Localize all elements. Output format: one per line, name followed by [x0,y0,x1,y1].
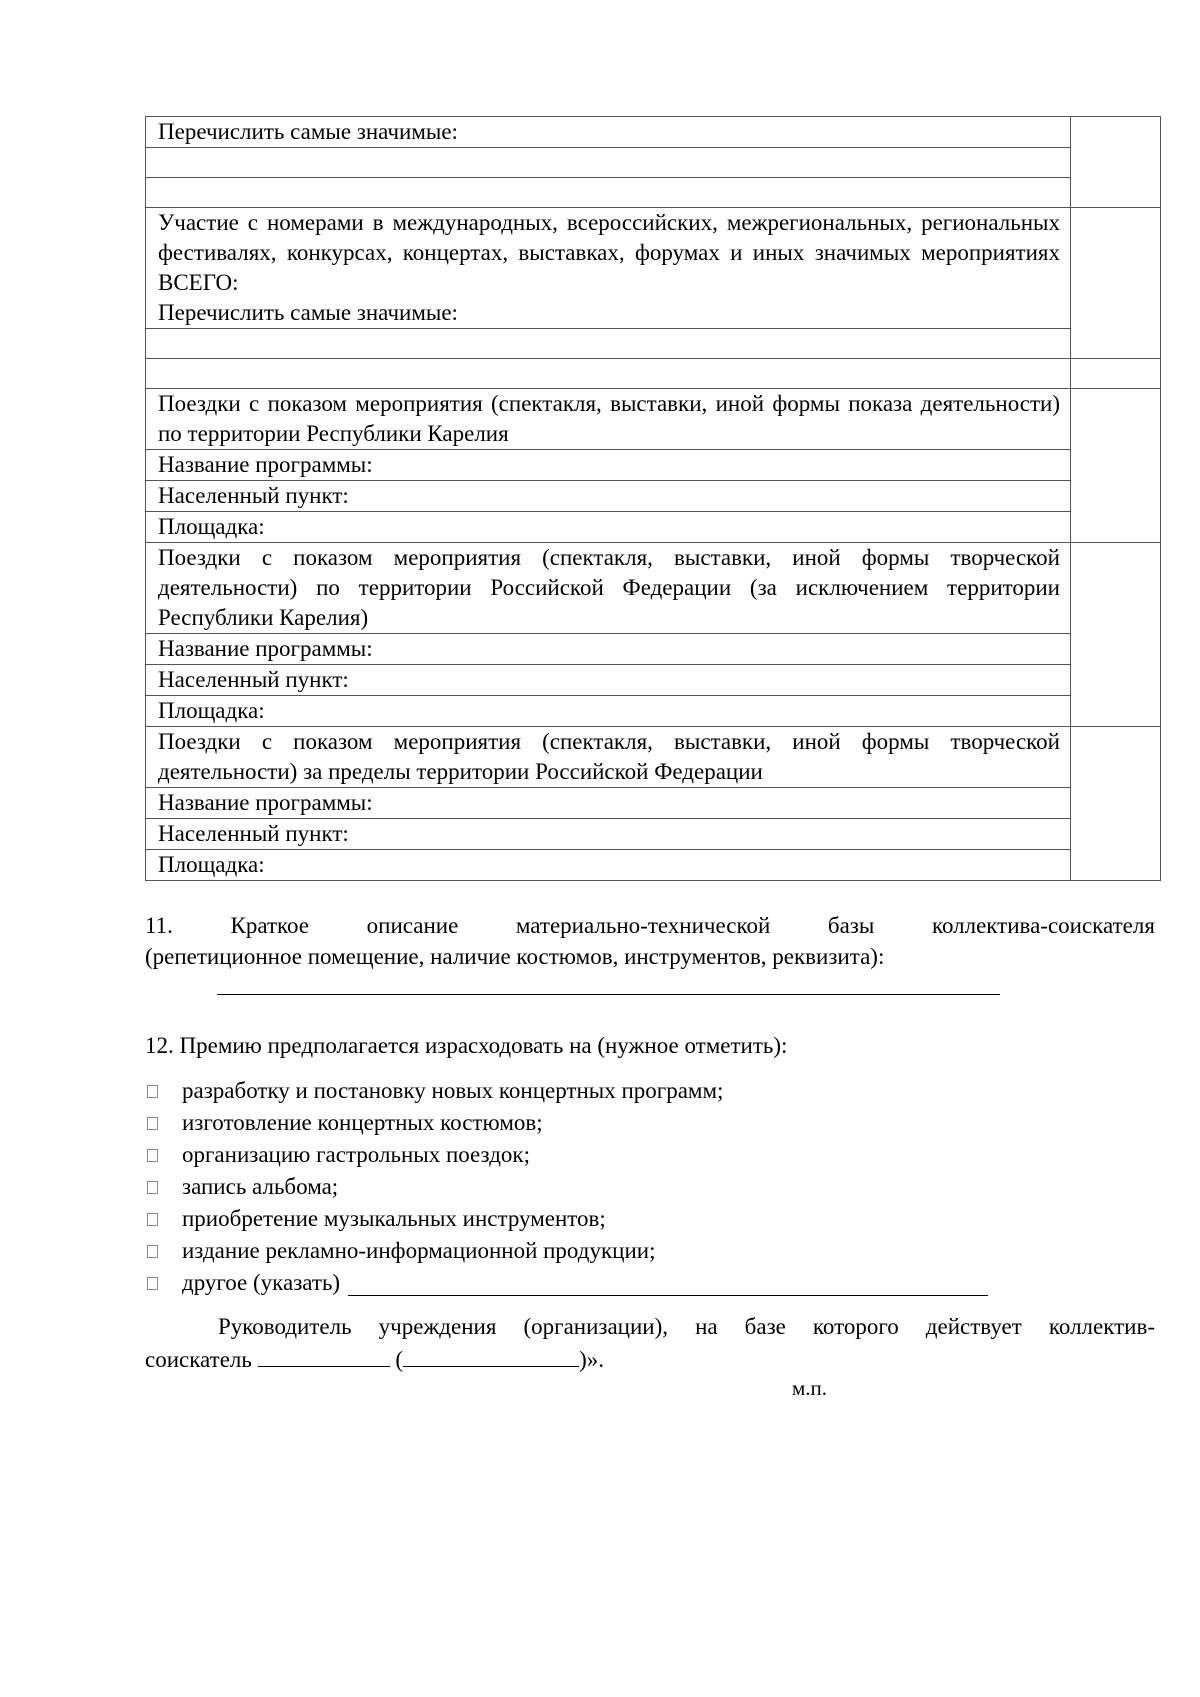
option-label: издание рекламно-информационной продукции; [182,1238,656,1263]
list-item [145,1203,1155,1235]
table-row [146,788,1161,819]
table-row [146,696,1161,727]
signature-line[interactable] [258,1342,390,1367]
checkbox-icon[interactable] [147,1117,158,1130]
table-row [146,208,1161,329]
table-row [146,665,1161,696]
option-label: организацию гастрольных поездок; [182,1142,530,1167]
cell-text: Участие с номерами в международных, всероссийских, межрегиональных, региональных фестивалях, конкурсах, концертах, выставках, форумах и иных значимых мероприятиях ВСЕГО: [158,210,1060,295]
other-answer-line[interactable] [348,1271,988,1296]
table-cell: Поездки с показом мероприятия (спектакля, выставки, иной формы творческой деятельности) по территории Российской Федерации (за исключением территории Республики Карелия) [146,543,1071,634]
table-row [146,450,1161,481]
table-row [146,727,1161,788]
value-cell [1071,359,1161,389]
table-cell: Населенный пункт: [146,665,1071,696]
list-item [145,1235,1155,1267]
section-word: коллектива-соискателя [931,913,1155,938]
form-table [145,116,1161,881]
checkbox-icon[interactable] [147,1277,158,1290]
open-paren: ( [395,1347,404,1372]
value-cell [1071,543,1161,727]
table-cell: Название программы: [146,788,1071,819]
section-11-line1 [145,910,1155,941]
value-cell [1071,208,1161,359]
table-cell: Поездки с показом мероприятия (спектакля, выставки, иной формы творческой деятельности) за пределы территории Российской Федерации [146,727,1071,788]
answer-line[interactable] [217,994,1000,995]
section-number: 11. [145,913,173,938]
stamp-label: м.п. [792,1376,828,1400]
head-signature-block [145,1312,1155,1375]
list-item [145,1171,1155,1203]
section-11-line2: (репетиционное помещение, наличие костюмов, инструментов, реквизита): [145,944,885,969]
options-list [145,1075,1155,1299]
table-row [146,148,1161,178]
name-line[interactable] [403,1342,579,1367]
table-cell [146,178,1071,208]
table-row [146,819,1161,850]
value-cell [1071,389,1161,543]
table-row [146,543,1161,634]
table-cell [146,359,1071,389]
cell-text: Перечислить самые значимые: [158,300,458,325]
table-cell: Площадка: [146,850,1071,881]
option-label: приобретение музыкальных инструментов; [182,1206,606,1231]
checkbox-icon[interactable] [147,1085,158,1098]
table-row [146,117,1161,148]
section-word: Краткое [230,913,310,938]
table-cell [146,148,1071,178]
table-cell [146,329,1071,359]
table-row [146,481,1161,512]
table-cell: Название программы: [146,634,1071,665]
value-cell [1071,117,1161,208]
section-word: описание [366,913,459,938]
head-line2-prefix: соискатель [145,1347,252,1372]
option-label: запись альбома; [182,1174,339,1199]
option-label: изготовление концертных костюмов; [182,1110,543,1135]
list-item [145,1267,1155,1299]
table-row [146,634,1161,665]
table-cell: Поездки с показом мероприятия (спектакля, выставки, иной формы показа деятельности) по территории Республики Карелия [146,389,1071,450]
checkbox-icon[interactable] [147,1181,158,1194]
table-cell [146,208,1071,329]
table-cell: Название программы: [146,450,1071,481]
option-label: разработку и постановку новых концертных программ; [182,1078,724,1103]
head-line2 [145,1342,1155,1375]
table-row [146,512,1161,543]
section-word: материально-технической [515,913,771,938]
table-row [146,178,1161,208]
section-12-title: 12. Премию предполагается израсходовать на (нужное отметить): [145,1033,788,1058]
head-line1: Руководитель учреждения (организации), на базе которого действует коллектив- [218,1314,1155,1339]
table-cell: Населенный пункт: [146,481,1071,512]
list-item [145,1139,1155,1171]
table-row [146,359,1161,389]
list-item [145,1075,1155,1107]
checkbox-icon[interactable] [147,1149,158,1162]
table-row [146,329,1161,359]
list-item [145,1107,1155,1139]
checkbox-icon[interactable] [147,1213,158,1226]
value-cell [1071,727,1161,881]
section-word: базы [827,913,875,938]
option-label: другое (указать) [182,1270,341,1295]
checkbox-icon[interactable] [147,1245,158,1258]
table-cell: Площадка: [146,512,1071,543]
section-11 [145,910,1155,972]
table-cell: Перечислить самые значимые: [146,117,1071,148]
table-cell: Площадка: [146,696,1071,727]
table-row [146,850,1161,881]
table-cell: Населенный пункт: [146,819,1071,850]
close-quote: )». [579,1347,604,1372]
table-row [146,389,1161,450]
